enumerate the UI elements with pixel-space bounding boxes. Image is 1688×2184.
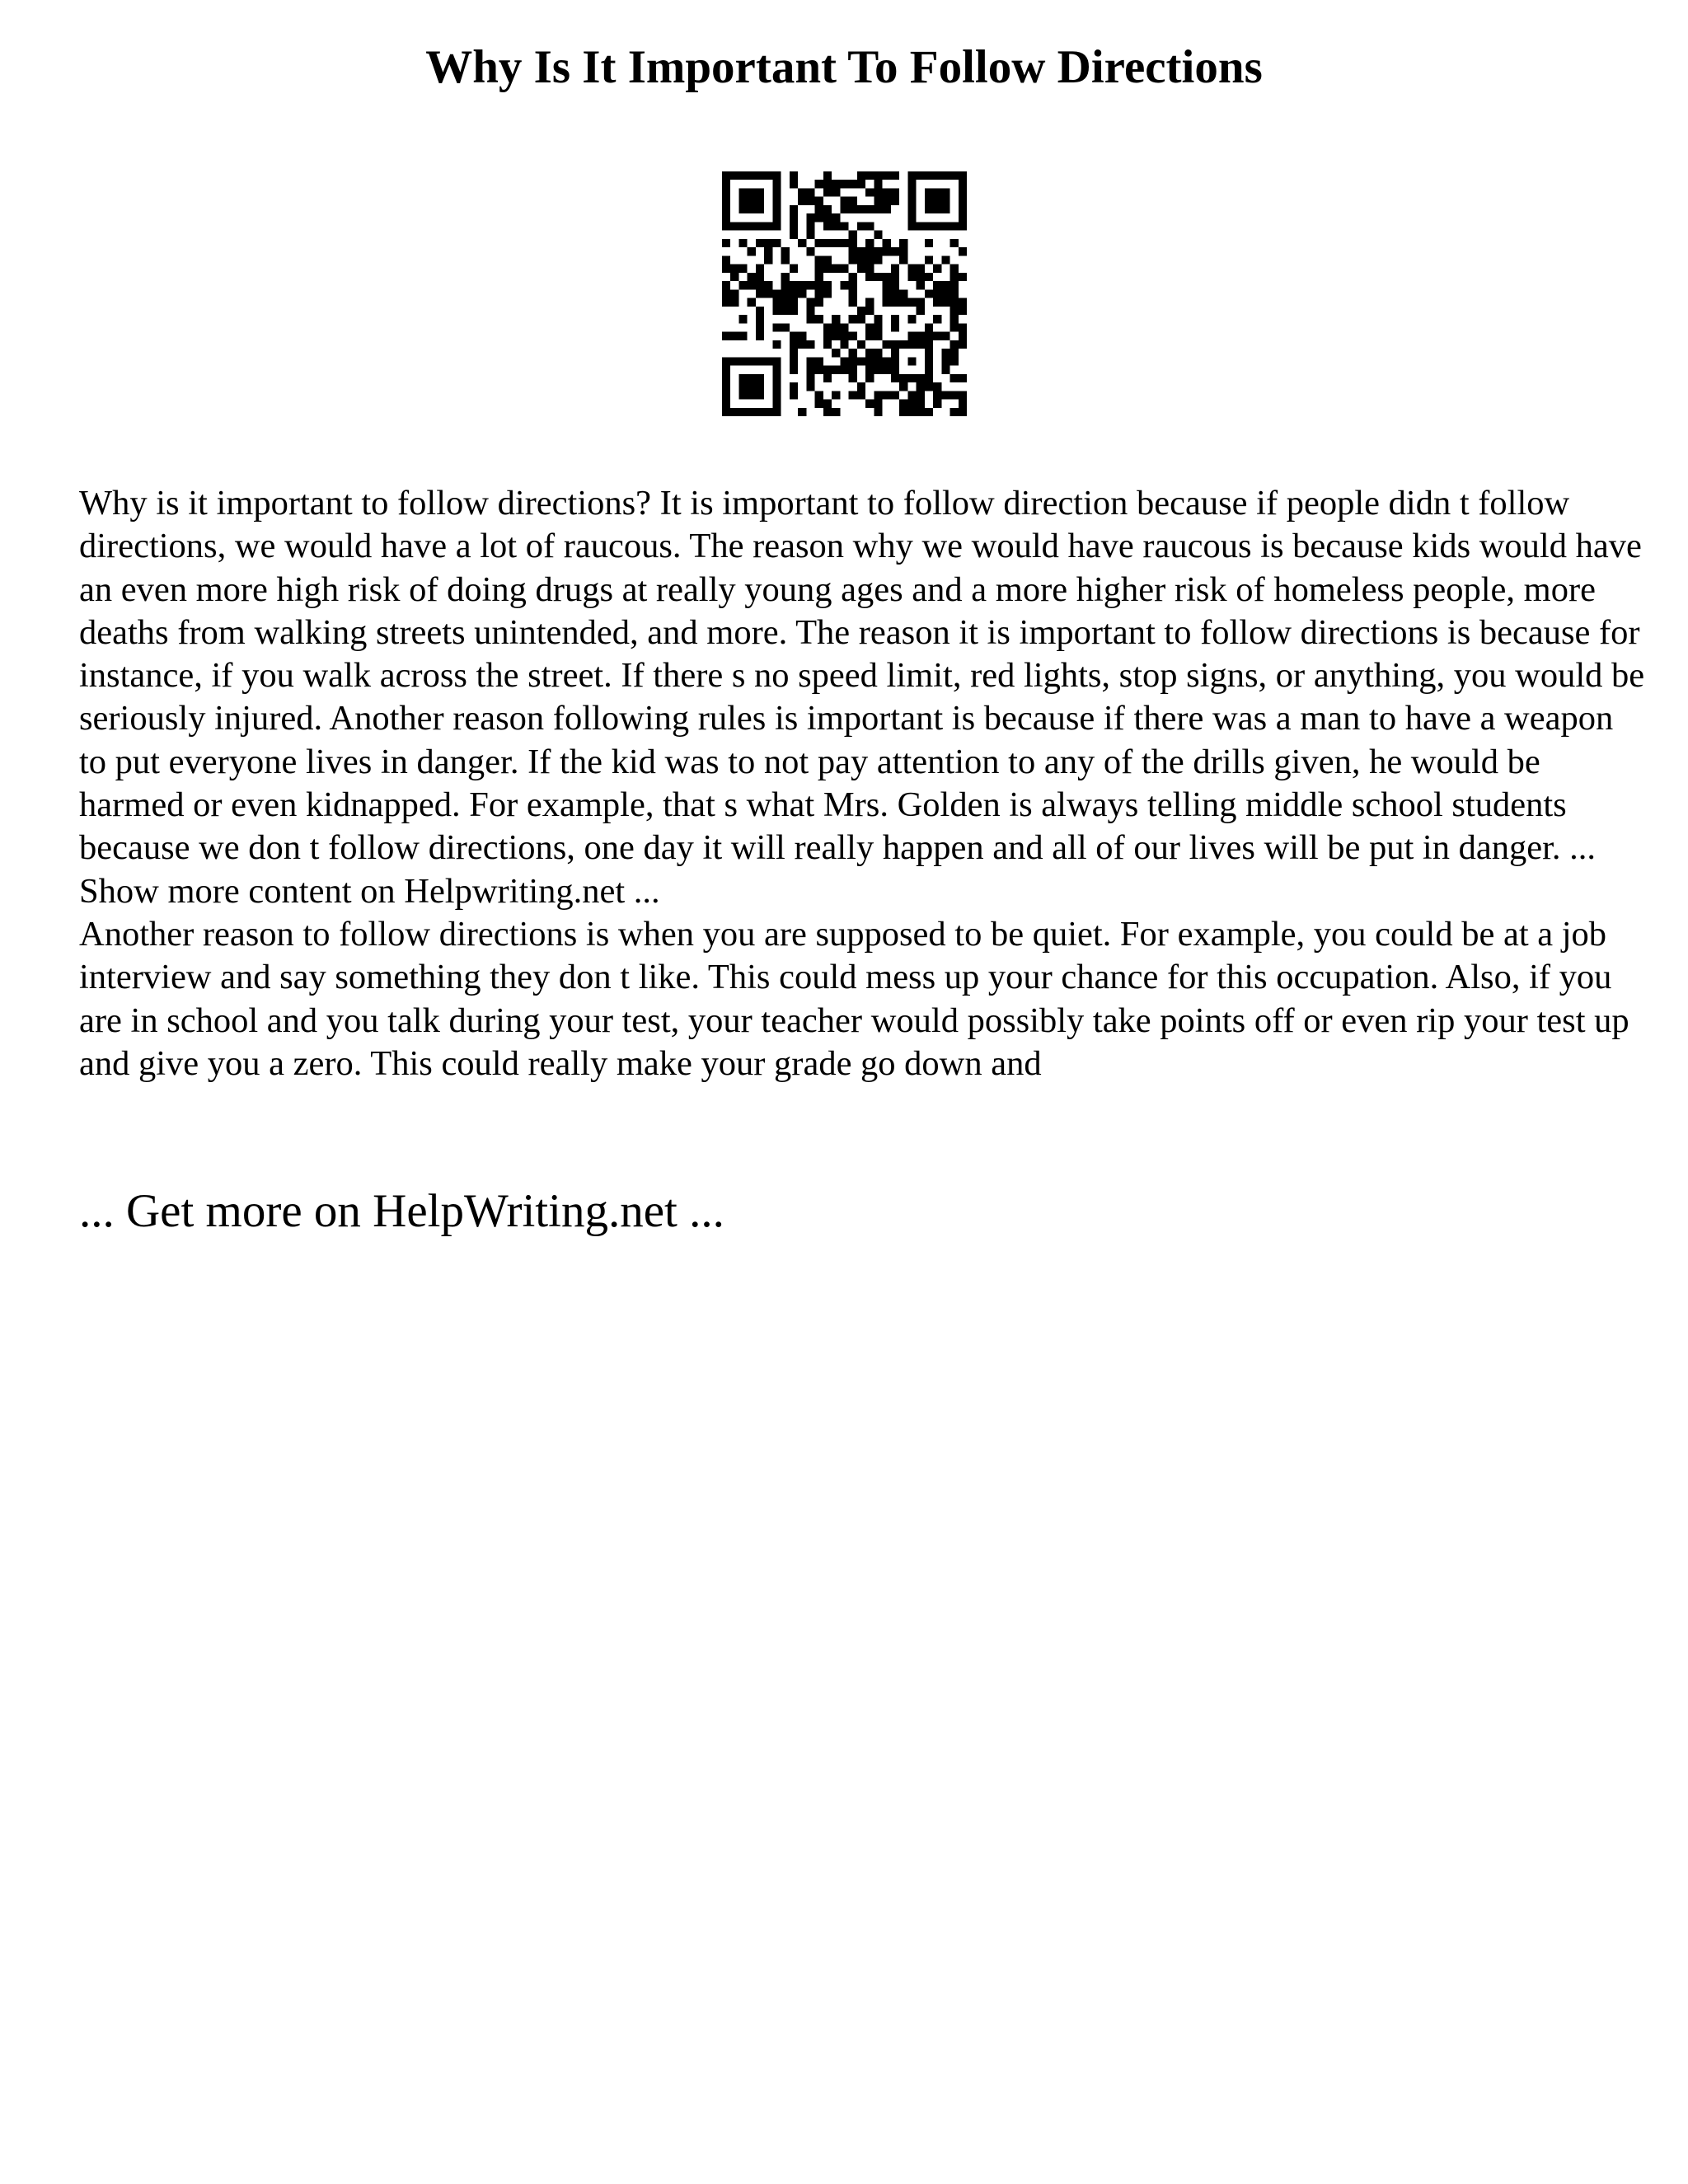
essay-body: [79, 482, 1645, 1085]
qr-code-icon: [722, 171, 967, 416]
essay-paragraph-2: Another reason to follow directions is when you are supposed to be quiet. For example, you could be at a job interview and say something they don t like. This could mess up your chance for this occupation. Also, if you are in school and you talk during your test, your teacher would possibly take points off or even rip your test up and give you a zero. This could really make your grade go down and: [79, 914, 1629, 1083]
essay-paragraph-1: Why is it important to follow directions? It is important to follow direction because if people didn t follow directions, we would have a lot of raucous. The reason why we would have raucous is because kids would have an even more high risk of doing drugs at really young ages and a more higher risk of homeless people, more deaths from walking streets unintended, and more. The reason it is important to follow directions is because for instance, if you walk across the street. If there s no speed limit, red lights, stop signs, or anything, you would be seriously injured. Another reason following rules is important is because if there was a man to have a weapon to put everyone lives in danger. If the kid was to not pay attention to any of the drills given, he would be harmed or even kidnapped. For example, that s what Mrs. Golden is always telling middle school students because we don t follow directions, one day it will really happen and all of our lives will be put in danger. ... Show more content on Helpwriting.net ...: [79, 484, 1645, 911]
get-more-link[interactable]: ... Get more on HelpWriting.net ...: [79, 1185, 724, 1237]
page-title: Why Is It Important To Follow Directions: [425, 41, 1263, 93]
